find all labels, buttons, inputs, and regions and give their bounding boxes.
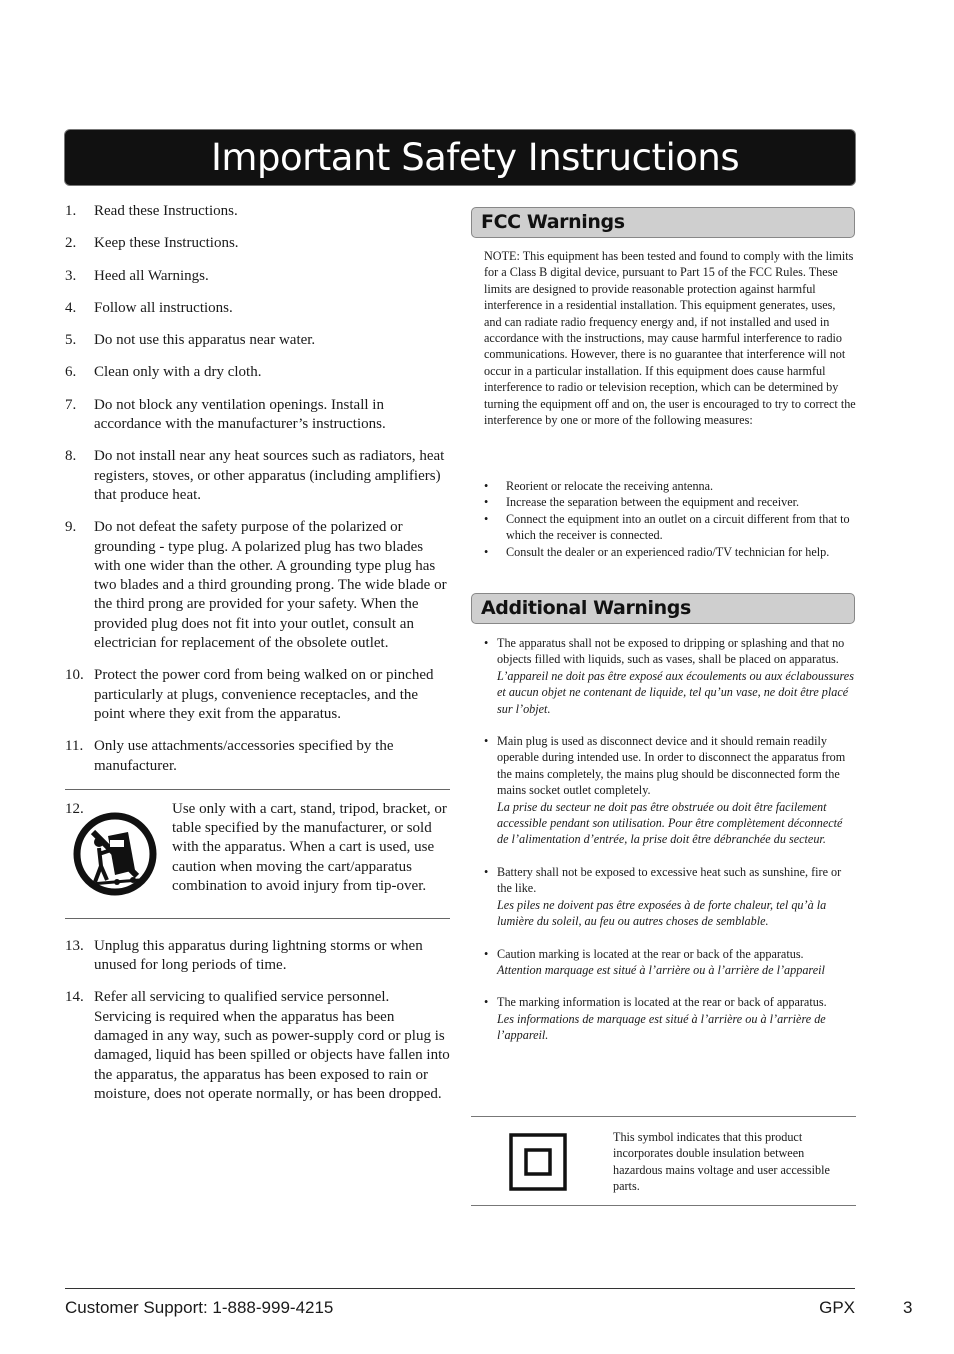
customer-support-line: Customer Support: 1-888-999-4215 xyxy=(65,1298,334,1317)
item-text: Refer all servicing to qualified service personnel. Servicing is required when the apparatus has been damaged in any way, such as power-supply cord or plug is damaged, liquid has been spilled or objects have fallen into the apparatus, the apparatus has been exposed to rain or moisture, does not operate normally, or has been dropped. xyxy=(94,989,450,1102)
page-title: Important Safety Instructions xyxy=(211,136,740,179)
list-item xyxy=(484,511,856,544)
bullet: • xyxy=(484,946,489,961)
warning-french: La prise du secteur ne doit pas être obstruée ou doit être facilement accessible pendant son utilisation. Pour être complètement déconnecté de l’alimentation d’entrée, la prise doit être débranchée du secteur. xyxy=(497,799,843,847)
bullet: • xyxy=(484,511,489,526)
bullet: • xyxy=(484,636,489,650)
item-text: Connect the equipment into an outlet on a circuit different from that to which the receiver is connected. xyxy=(506,511,850,543)
list-item xyxy=(484,733,856,848)
item-number: 5. xyxy=(65,332,77,349)
warning-french: Les piles ne doivent pas être exposées à de forte chaleur, tel qu’à la lumière du soleil, au feu ou autres choses de semblable. xyxy=(497,897,827,929)
section-heading: FCC Warnings xyxy=(481,211,625,233)
list-item xyxy=(65,202,450,221)
list-item xyxy=(65,666,450,724)
list-item xyxy=(65,988,450,1104)
item-number: 10. xyxy=(65,667,84,684)
list-item xyxy=(65,737,450,776)
list-item xyxy=(65,331,450,350)
additional-warnings-header xyxy=(471,593,855,624)
item-number: 7. xyxy=(65,396,77,413)
item-text: Heed all Warnings. xyxy=(94,267,209,284)
item-number: 8. xyxy=(65,448,77,465)
warning-french: L’appareil ne doit pas être exposé aux écoulements ou aux éclaboussures et aucun objet ne contenant de liquide, tel qu’un vase, ne doit être placé sur l’objet. xyxy=(497,668,854,716)
fcc-note: NOTE: This equipment has been tested and found to comply with the limits for a Class B digital device, pursuant to Part 15 of the FCC Rules. These limits are designed to provide reasonable protection against harmful interference in a residential installation. This equipment generates, uses, and can radiate radio frequency energy and, if not installed and used in accordance with the instructions, may cause harmful interference to radio communications. However, there is no guarantee that interference will not occur in a particular installation. If this equipment does cause harmful interference to radio or television reception, which can be determined by turning the equipment off and on, the user is encouraged to try to correct the interference by one or more of the following measures: xyxy=(484,249,856,428)
fcc-warnings-header xyxy=(471,207,855,238)
bullet: • xyxy=(484,544,489,559)
list-item xyxy=(484,478,856,494)
cart-warning-box xyxy=(65,789,450,919)
item-text: Clean only with a dry cloth. xyxy=(94,364,262,381)
item-text: Do not use this apparatus near water. xyxy=(94,332,316,349)
warning-english: Caution marking is located at the rear or back of the apparatus. xyxy=(497,946,804,961)
bullet: • xyxy=(484,995,489,1010)
item-text: Reorient or relocate the receiving antenna. xyxy=(506,479,714,493)
item-number: 9. xyxy=(65,519,77,536)
item-text: Read these Instructions. xyxy=(94,203,238,219)
list-item xyxy=(65,234,450,253)
item-number: 2. xyxy=(65,235,77,252)
double-insulation-box xyxy=(471,1116,856,1206)
list-item xyxy=(484,544,856,560)
page-footer xyxy=(65,1288,913,1317)
item-text: Do not block any ventilation openings. Install in accordance with the manufacturer’s instructions. xyxy=(94,396,386,433)
item-text: Unplug this apparatus during lightning storms or when unused for long periods of time. xyxy=(94,937,423,974)
item-number: 13. xyxy=(65,937,84,954)
item-number: 4. xyxy=(65,299,77,316)
list-item xyxy=(484,494,856,510)
list-item xyxy=(484,994,856,1043)
list-item xyxy=(65,518,450,653)
item-text: Use only with a cart, stand, tripod, bracket, or table specified by the manufacturer, or sold with the apparatus. When a cart is used, use caution when moving the cart/apparatus combination to avoid injury from tip-over. xyxy=(172,800,447,895)
warning-french: Attention marquage est situé à l’arrière ou à l’arrière de l’appareil xyxy=(497,962,825,977)
symbol-description: This symbol indicates that this product incorporates double insulation between hazardous mains voltage and user accessible parts. xyxy=(613,1130,830,1194)
item-text: Increase the separation between the equipment and receiver. xyxy=(506,495,800,510)
page-number: 3 xyxy=(903,1298,913,1317)
list-item xyxy=(65,363,450,382)
cart-tip-over-icon xyxy=(73,812,157,896)
list-item xyxy=(484,864,856,930)
item-text: Only use attachments/accessories specified by the manufacturer. xyxy=(94,738,394,774)
section-heading: Additional Warnings xyxy=(481,597,691,619)
warning-english: The apparatus shall not be exposed to dripping or splashing and that no objects filled with liquids, such as vases, shall be placed on apparatus. xyxy=(497,636,845,667)
item-text: Keep these Instructions. xyxy=(94,235,239,252)
item-number: 14. xyxy=(65,989,84,1006)
bullet: • xyxy=(484,495,489,510)
warning-english: The marking information is located at the rear or back of apparatus. xyxy=(497,995,827,1010)
warning-english: Main plug is used as disconnect device and it should remain readily operable during intended use. In order to disconnect the apparatus from the mains completely, the mains plug should be disconnected form the mains socket outlet completely. xyxy=(497,734,846,798)
additional-warnings-list xyxy=(484,635,856,1060)
list-item xyxy=(65,299,450,318)
double-insulation-icon xyxy=(509,1133,567,1191)
warning-french: Les informations de marquage est situé à l’arrière ou à l’arrière de l’appareil. xyxy=(497,1011,826,1043)
item-text: Follow all instructions. xyxy=(94,299,233,316)
item-text: Do not defeat the safety purpose of the polarized or grounding - type plug. A polarized plug has two blades with one wider than the other. A grounding type plug has two blades and a third grounding prong. The wide blade or the third prong are provided for your safety. When the provided plug does not fit into your outlet, consult an electrician for replacement of the obsolete outlet. xyxy=(94,519,447,652)
list-item xyxy=(484,946,856,979)
list-item xyxy=(484,635,856,717)
item-number: 11. xyxy=(65,738,84,755)
list-item xyxy=(65,447,450,505)
list-item xyxy=(65,396,450,435)
item-text: Protect the power cord from being walked on or pinched particularly at plugs, convenience receptacles, and the point where they exit from the apparatus. xyxy=(94,667,434,722)
bullet: • xyxy=(484,479,489,493)
title-banner xyxy=(65,130,855,185)
list-item xyxy=(65,267,450,286)
warning-english: Battery shall not be exposed to excessive heat such as sunshine, fire or the like. xyxy=(497,864,842,896)
bullet: • xyxy=(484,734,489,749)
brand-name: GPX xyxy=(819,1298,855,1317)
list-item xyxy=(65,937,450,976)
item-text: Consult the dealer or an experienced radio/TV technician for help. xyxy=(506,544,830,559)
item-number: 3. xyxy=(65,267,77,284)
item-number: 6. xyxy=(65,364,77,381)
fcc-measures-list xyxy=(484,478,856,560)
item-number: 12. xyxy=(65,800,84,817)
item-number: 1. xyxy=(65,203,77,219)
safety-instructions-list xyxy=(65,202,450,1117)
item-text: Do not install near any heat sources such as radiators, heat registers, stoves, or other apparatus (including amplifiers) that produce heat. xyxy=(94,448,445,503)
bullet: • xyxy=(484,864,489,879)
